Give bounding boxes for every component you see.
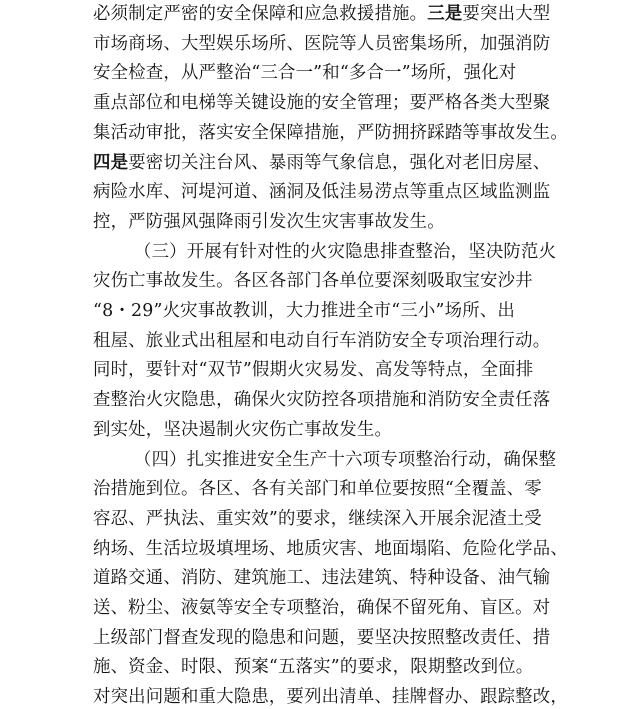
text-run: 到实处，坚决遏制火灾伤亡事故发生。: [93, 419, 393, 440]
body-text-line: [93, 180, 550, 204]
body-text-line: [93, 329, 550, 353]
text-run: 送、粉尘、液氨等安全专项整治，确保不留死角、盲区。对: [93, 598, 551, 618]
text-run: 要密切关注台风、暴雨等气象信息，强化对老旧房屋、: [128, 152, 551, 173]
text-run: （四）扎实推进安全生产十六项专项整治行动，确保整: [134, 449, 557, 470]
body-text-line: [93, 596, 550, 620]
body-text-line: [93, 626, 550, 650]
text-run: 控，严防强风强降雨引发次生灾害事故发生。: [93, 211, 445, 232]
text-run: （三）开展有针对性的火灾隐患排查整治，坚决防范火: [134, 241, 557, 262]
text-run: 上级部门督查发现的隐患和问题，要坚决按照整改责任、措: [93, 627, 551, 648]
body-text-line: [93, 685, 568, 709]
text-run: 病险水库、河堤河道、涵洞及低洼易涝点等重点区域监测监: [93, 182, 551, 203]
text-run: 纳场、生活垃圾填埋场、地质灾害、地面塌陷、危险化学品、: [93, 538, 568, 559]
body-text-line: [93, 269, 533, 293]
emphasis-text: 三是: [427, 4, 463, 24]
body-text-line: [93, 418, 392, 442]
text-run: 同时，要针对“双节”假期火灾易发、高发等特点，全面排: [93, 360, 534, 381]
text-run: 要突出大型: [462, 4, 551, 24]
body-text-line: [93, 91, 550, 115]
text-run: 灾伤亡事故发生。各区各部门各单位要深刻吸取宝安沙井: [93, 271, 533, 292]
text-run: 市场商场、大型娱乐场所、医院等人员密集场所，加强消防: [93, 33, 551, 54]
body-text-line: [93, 655, 533, 679]
body-text-line: [93, 566, 550, 590]
text-run: 施、资金、时限、预案“五落实”的要求，限期整改到位。: [93, 657, 534, 678]
text-run: 查整治火灾隐患，确保火灾防控各项措施和消防安全责任落: [93, 390, 551, 411]
text-run: 对突出问题和重大隐患，要列出清单、挂牌督办、跟踪整改，: [93, 687, 568, 708]
body-text-line: [93, 210, 445, 234]
body-text-line: [93, 121, 568, 145]
text-run: “8・29”火灾事故教训，大力推进全市“三小”场所、出: [93, 301, 515, 321]
text-run: 容忍、严执法、重实效”的要求，继续深入开展余泥渣土受: [93, 508, 542, 529]
body-text-line: [93, 32, 550, 56]
section-heading-line: [134, 448, 556, 472]
body-text-line: [93, 61, 516, 85]
body-text-line: [93, 358, 533, 382]
section-heading-line: [134, 240, 556, 264]
body-text-line: [93, 388, 550, 412]
text-run: 重点部位和电梯等关键设施的安全管理；要严格各类大型聚: [93, 93, 551, 114]
body-text-line: [93, 2, 550, 26]
text-run: 必须制定严密的安全保障和应急救援措施。: [93, 4, 428, 24]
text-run: 道路交通、消防、建筑施工、违法建筑、特种设备、油气输: [93, 568, 551, 589]
body-text-line: [93, 507, 542, 531]
text-run: 租屋、旅业式出租屋和电动自行车消防安全专项治理行动。: [93, 330, 551, 351]
text-run: 治措施到位。各区、各有关部门和单位要按照“全覆盖、零: [93, 479, 542, 500]
text-run: 安全检查，从严整治“三合一”和“多合一”场所，强化对: [93, 63, 517, 84]
body-text-line: [93, 151, 550, 175]
text-run: 集活动审批，落实安全保障措施，严防拥挤踩踏等事故发生。: [93, 122, 568, 143]
body-text-line: [93, 477, 542, 501]
emphasis-text: 四是: [93, 152, 129, 173]
body-text-line: [93, 299, 515, 323]
body-text-line: [93, 537, 568, 561]
